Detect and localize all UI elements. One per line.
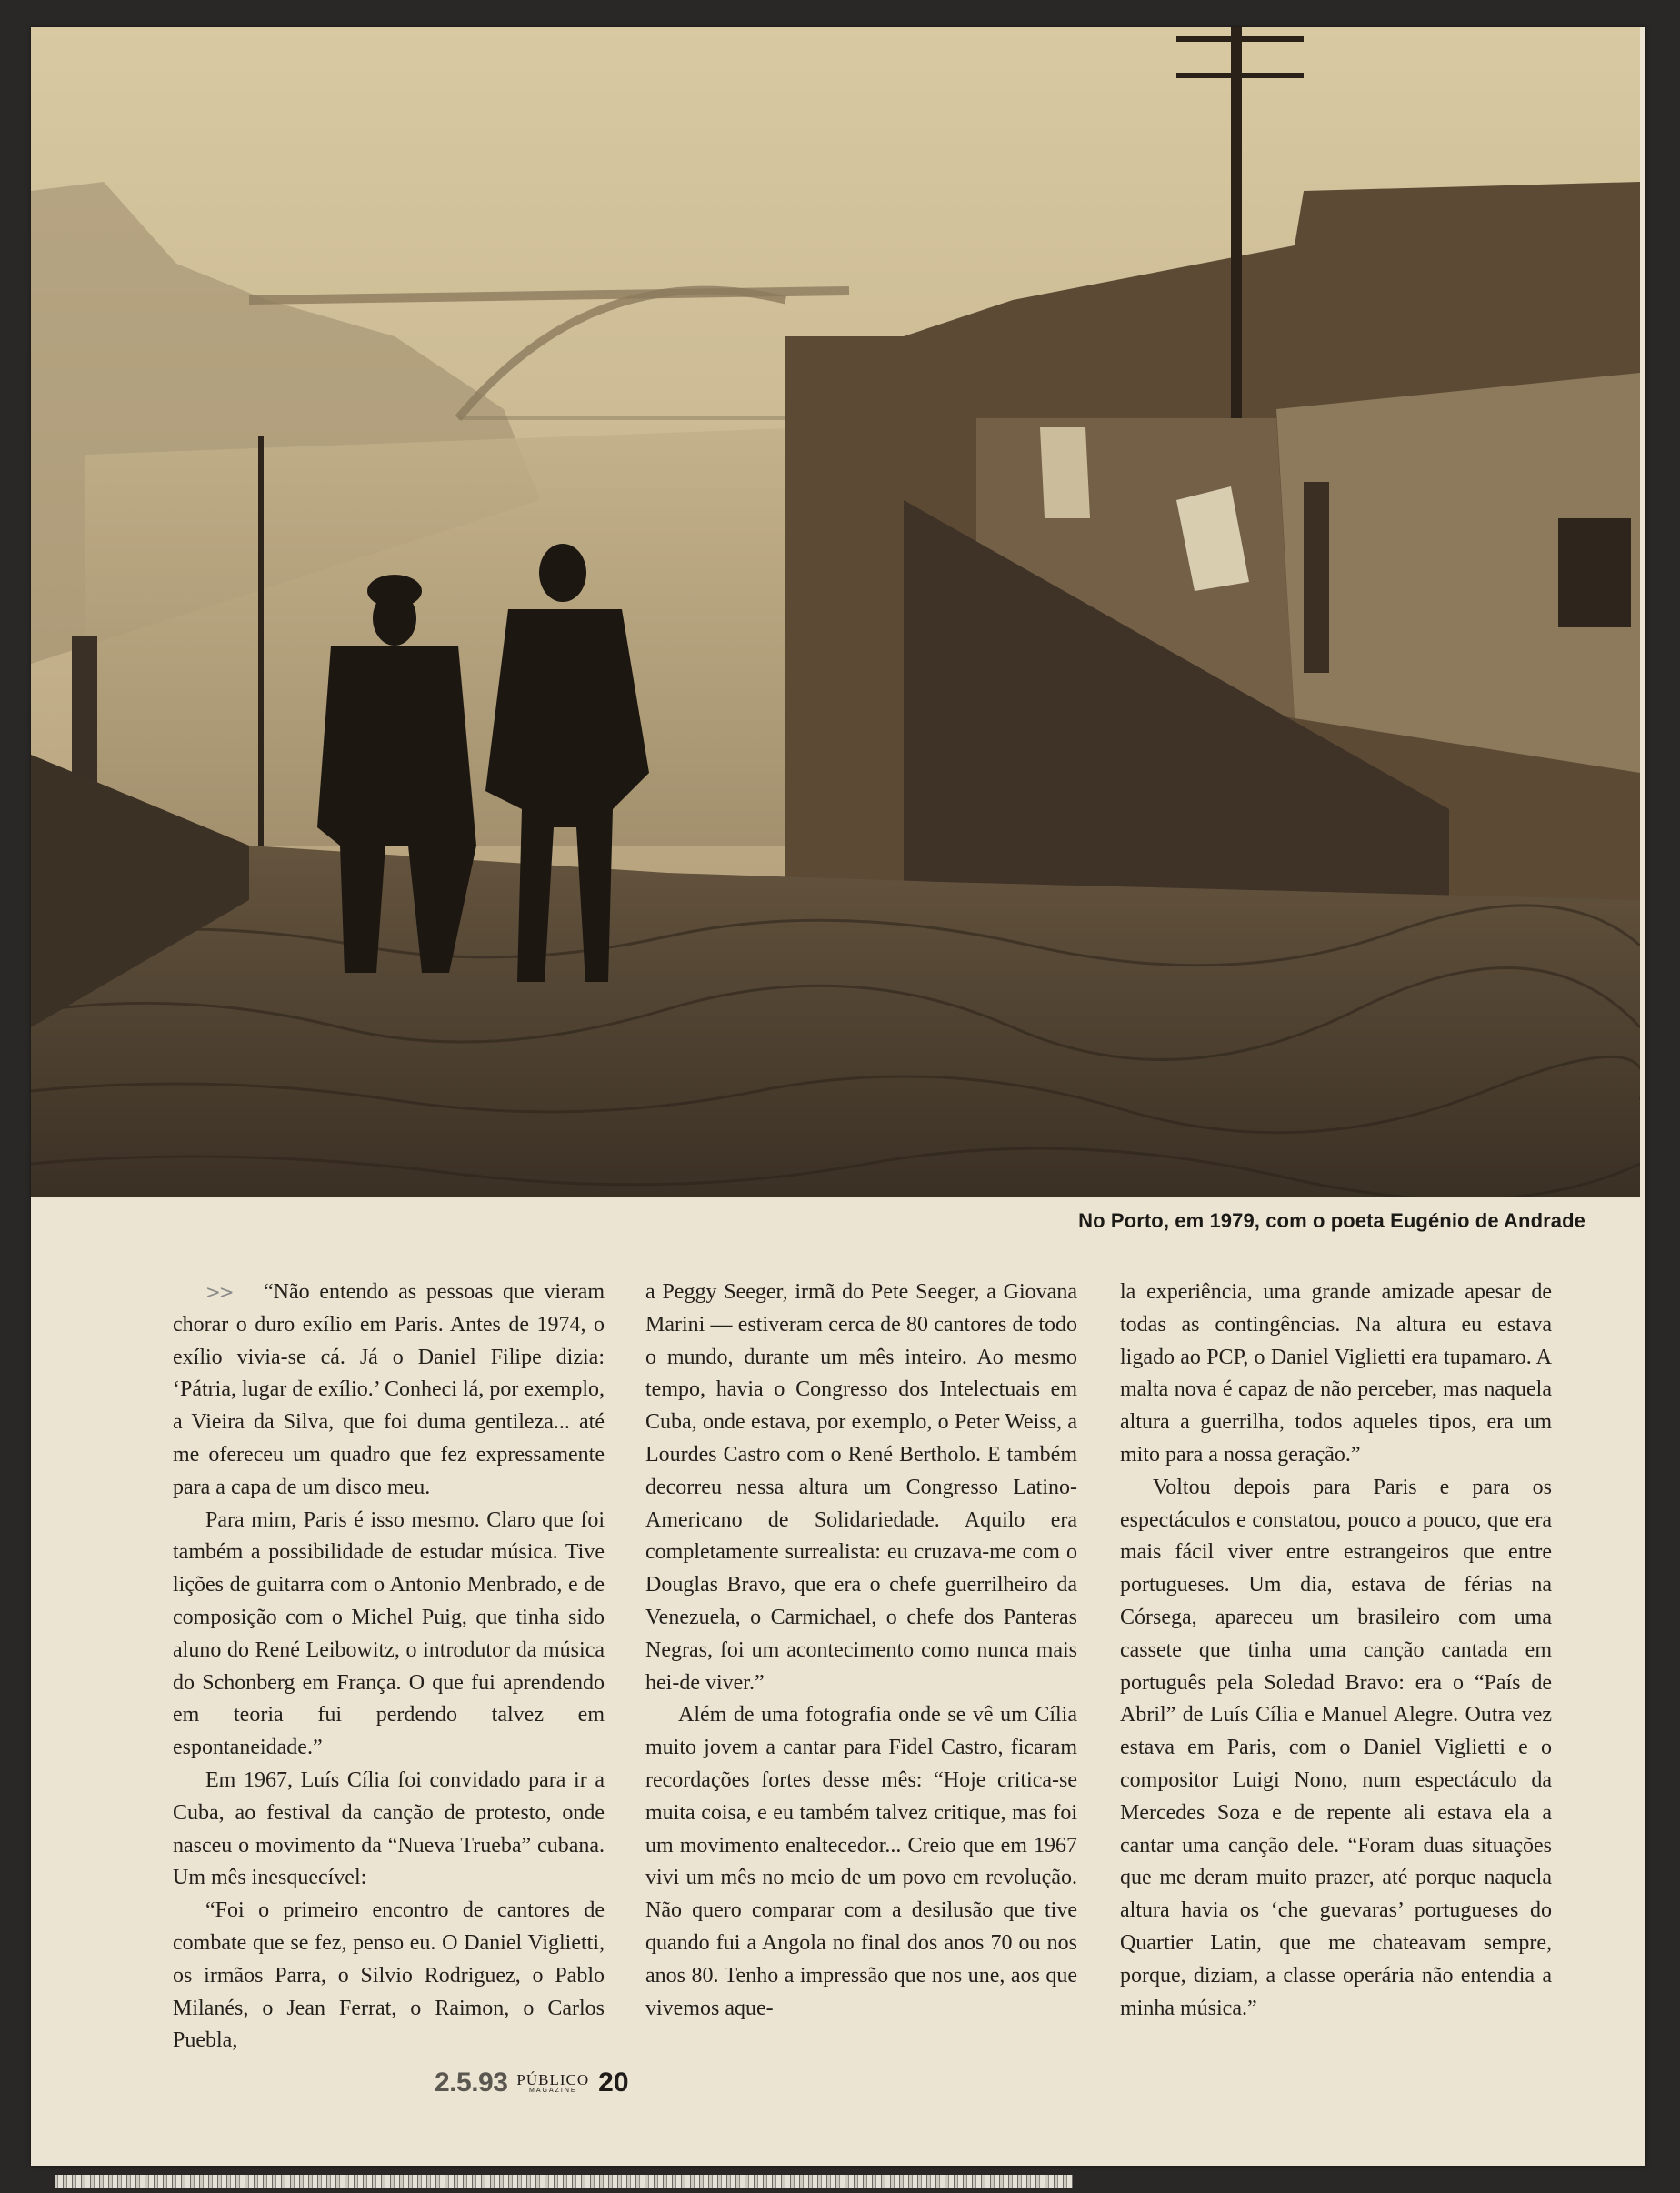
article-column-3 <box>1120 1277 1552 2025</box>
continuation-marker: >> <box>205 1281 233 1303</box>
paragraph: Em 1967, Luís Cília foi convidado para ir a Cuba, ao festival da canção de protesto, onde nasceu o movimento da “Nueva Trueba” cubana. Um mês inesquecível: <box>173 1767 605 1890</box>
article-column-2 <box>645 1277 1077 2025</box>
page-folio <box>435 2068 629 2098</box>
photo-caption: No Porto, em 1979, com o poeta Eugénio de Andrade <box>1078 1209 1585 1232</box>
paragraph: “Foi o primeiro encontro de cantores de combate que se fez, penso eu. O Daniel Viglietti, os irmãos Parra, o Silvio Rodriguez, o Pablo Milanés, o Jean Ferrat, o Raimon, o Carlos Puebla, <box>173 1898 605 2053</box>
paragraph: Voltou depois para Paris e para os espectáculos e constatou, pouco a pouco, que era mais fácil viver entre estrangeiros que entre portugueses. Um dia, estava de férias na Córsega, apareceu um brasileiro com uma cassete que tinha uma canção cantada em português pela Soledad Bravo: era o “País de Abril” de Luís Cília e Manuel Alegre. Outra vez estava em Paris, com o Daniel Viglietti e o compositor Luigi Nono, num espectáculo da Mercedes Soza e de repente ali estava ela a cantar uma canção dele. “Foram duas situações que me deram muito prazer, até porque naquela altura havia os ‘che guevaras’ portugueses do Quartier Latin, que me chateavam sempre, porque, diziam, a classe operária não entendia a minha música.” <box>1120 1475 1552 2020</box>
paragraph: Além de uma fotografia onde se vê um Cília muito jovem a cantar para Fidel Castro, ficaram recordações fortes desse mês: “Hoje critica-se muita coisa, e eu também talvez critique, mas foi um movimento enaltecedor... Creio que em 1967 vivi um mês no meio de um povo em revolução. Não quero comparar com a desilusão que tive quando fui a Angola no final dos anos 70 ou nos anos 80. Tenho a impressão que nos une, aos que vivemos aque- <box>645 1703 1077 2020</box>
paragraph-text: “Não entendo as pessoas que vieram chorar o duro exílio em Paris. Antes de 1974, o exílio vivia-se cá. Já o Daniel Filipe dizia: ‘Pátria, lugar de exílio.’ Conheci lá, por exemplo, a Vieira da Silva, que foi duma gentileza... até me ofereceu um quadro que fez expressamente para a capa de um disco meu. <box>173 1280 605 1499</box>
page-number: 20 <box>598 2068 629 2098</box>
article-photo <box>31 27 1640 1197</box>
issue-date: 2.5.93 <box>435 2068 508 2098</box>
paragraph: a Peggy Seeger, irmã do Pete Seeger, a Giovana Marini — estiveram cerca de 80 cantores de todo o mundo, durante um mês inteiro. Ao mesmo tempo, havia o Congresso dos Intelectuais em Cuba, onde estava, por exemplo, o Peter Weiss, a Lourdes Castro com o René Bertholo. E também decorreu nessa altura um Congresso Latino-Americano de Solidariedade. Aquilo era completamente surrealista: eu cruzava-me com o Douglas Bravo, que era o chefe guerrilheiro da Venezuela, o Carmichael, o chefe dos Panteras Negras, foi um acontecimento como nunca mais hei-de viver.” <box>645 1280 1077 1695</box>
scan-calibration-strip <box>55 2175 1073 2188</box>
paragraph <box>173 1277 605 1505</box>
article-column-1 <box>173 1277 605 2058</box>
photo-porto-1979-icon <box>31 27 1640 1197</box>
paragraph: la experiência, uma grande amizade apesar de todas as contingências. Na altura eu estava ligado ao PCP, o Daniel Viglietti era tupamaro. A malta nova é capaz de não perceber, mas naquela altura a guerrilha, todos aqueles tipos, era um mito para a nossa geração.” <box>1120 1280 1552 1467</box>
magazine-logo <box>516 2072 589 2094</box>
brand-subtitle: MAGAZINE <box>529 2088 577 2094</box>
paragraph: Para mim, Paris é isso mesmo. Claro que foi também a possibilidade de estudar música. Tive lições de guitarra com o Antonio Menbrado, e de composição com o Michel Puig, que tinha sido aluno do René Leibowitz, o introdutor da música do Schonberg em França. O que fui aprendendo em teoria fui perdendo talvez em espontaneidade.” <box>173 1507 605 1760</box>
brand-name: PÚBLICO <box>516 2071 590 2088</box>
